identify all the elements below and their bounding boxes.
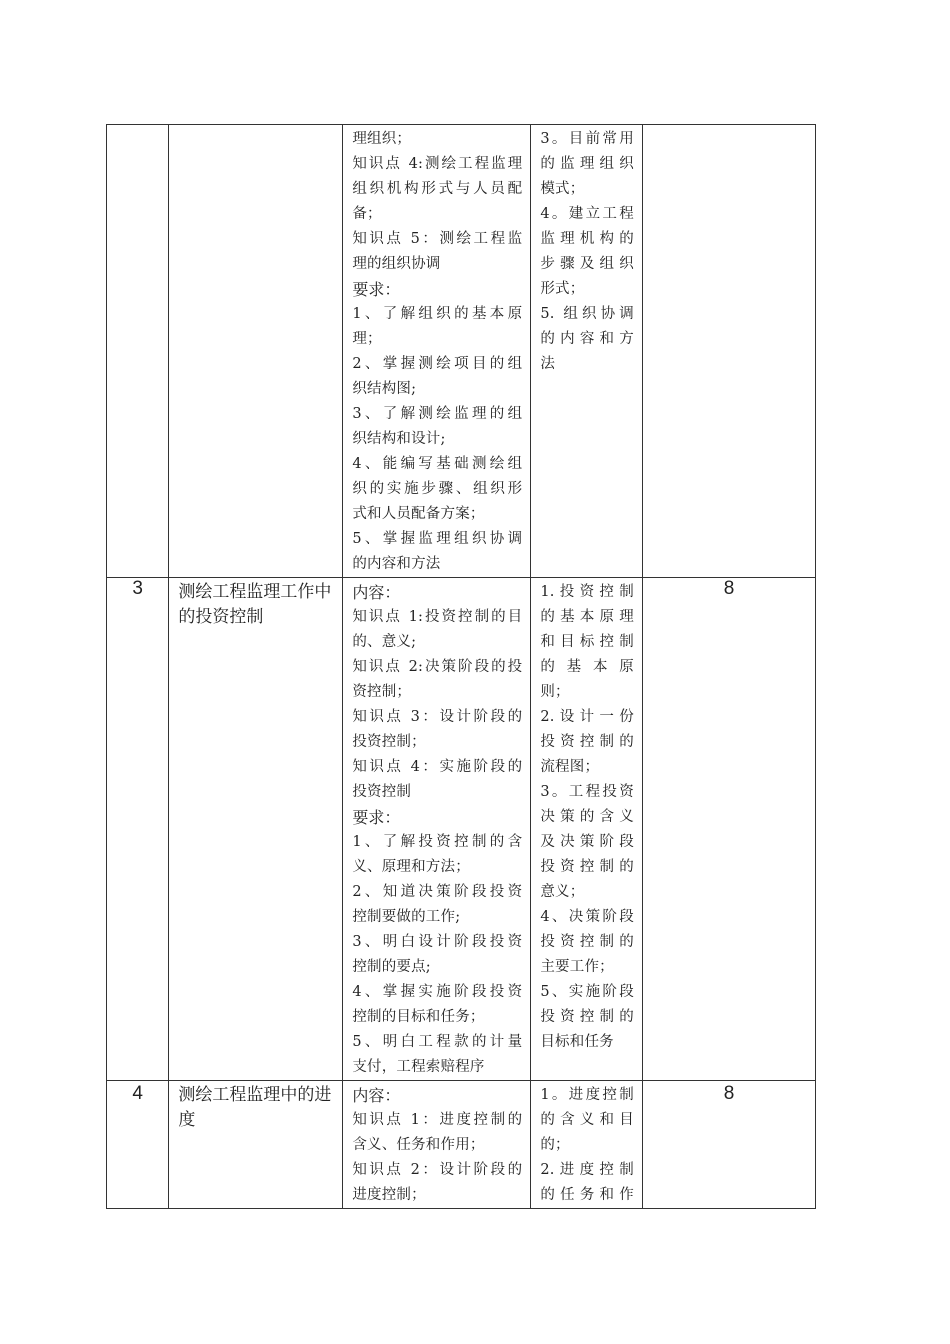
- key-point-line: 主要工作；: [540, 959, 614, 975]
- row-number: 4: [132, 1083, 143, 1104]
- content-line: 资控制；: [352, 684, 412, 700]
- key-point-line: 4、决策阶段: [540, 909, 634, 925]
- table-row: [107, 1081, 816, 1209]
- key-point-line: 的；: [540, 1137, 570, 1153]
- topic-title: 测绘工程监理工作中的投资控制: [178, 582, 332, 627]
- table-row: [107, 578, 816, 1081]
- key-points-cell: [531, 125, 643, 578]
- key-points-lines: [531, 1081, 642, 1208]
- content-line: 的内容和方法: [352, 556, 441, 572]
- key-point-line: 决策的含义: [540, 809, 634, 825]
- key-point-line: 2.进度控制: [540, 1162, 634, 1178]
- content-line: 投资控制；: [352, 734, 426, 750]
- key-point-line: 4。建立工程: [540, 206, 634, 222]
- content-line: 织的实施步骤、组织形: [352, 481, 523, 497]
- content-line: 备；: [352, 206, 382, 222]
- topic-title-cell: [169, 1081, 343, 1209]
- content-line: 理组织；: [352, 131, 412, 147]
- key-point-line: 意义；: [540, 884, 585, 900]
- content-line: 5、掌握监理组织协调: [352, 531, 523, 547]
- content-line: 4、掌握实施阶段投资: [352, 984, 523, 1000]
- content-line: 要求：: [352, 808, 401, 827]
- content-line: 式和人员配备方案；: [352, 506, 485, 522]
- content-line: 控制的要点;: [352, 959, 431, 975]
- content-line: 知识点 5：测绘工程监: [352, 231, 523, 247]
- table-body: [107, 125, 816, 1209]
- key-point-line: 目标和任务: [540, 1034, 614, 1050]
- key-point-line: 流程图；: [540, 759, 600, 775]
- key-point-line: 则；: [540, 684, 570, 700]
- content-cell: [343, 578, 531, 1081]
- content-line: 的、意义;: [352, 634, 417, 650]
- content-line: 3、明白设计阶段投资: [352, 934, 523, 950]
- course-schedule-table: [106, 124, 816, 1209]
- content-line: 知识点 1：进度控制的: [352, 1112, 523, 1128]
- content-line: 知识点 2:决策阶段的投: [352, 659, 523, 675]
- hours-value: 8: [723, 1083, 735, 1104]
- hours-cell: [642, 125, 815, 578]
- content-cell: [343, 1081, 531, 1209]
- key-point-line: 的 基 本 原: [540, 659, 634, 675]
- key-point-line: 3。工程投资: [540, 784, 634, 800]
- key-point-line: 1.投资控制: [540, 584, 634, 600]
- key-point-line: 模式；: [540, 181, 585, 197]
- key-point-line: 2.设计一份: [540, 709, 634, 725]
- key-point-line: 及决策阶段: [540, 834, 634, 850]
- row-number-cell: [107, 125, 169, 578]
- key-point-line: 的任务和作: [540, 1187, 634, 1203]
- content-line: 3、了解测绘监理的组: [352, 406, 523, 422]
- row-number: 3: [132, 578, 143, 599]
- hours-cell: [642, 1081, 815, 1209]
- key-point-line: 5. 组织协调: [540, 306, 634, 322]
- content-line: 知识点 2：设计阶段的: [352, 1162, 523, 1178]
- key-points-cell: [531, 578, 643, 1081]
- content-lines: [343, 1081, 530, 1208]
- topic-title-cell: [169, 125, 343, 578]
- key-points-lines: [531, 125, 642, 377]
- key-point-line: 形式；: [540, 281, 585, 297]
- key-point-line: 投资控制的: [540, 934, 634, 950]
- table-row: [107, 125, 816, 578]
- content-line: 1、了解投资控制的含: [352, 834, 523, 850]
- content-lines: [343, 578, 530, 1080]
- content-line: 1、了解组织的基本原: [352, 306, 523, 322]
- content-line: 2、掌握测绘项目的组: [352, 356, 523, 372]
- content-line: 知识点 4:测绘工程监理: [352, 156, 523, 172]
- key-point-line: 1。进度控制: [540, 1087, 634, 1103]
- content-line: 义、原理和方法；: [352, 859, 470, 875]
- key-point-line: 的监理组织: [540, 156, 634, 172]
- key-point-line: 投资控制的: [540, 1009, 634, 1025]
- content-line: 投资控制: [352, 784, 412, 800]
- content-line: 知识点 1:投资控制的目: [352, 609, 523, 625]
- key-point-line: 法: [540, 356, 556, 372]
- content-line: 控制的目标和任务；: [352, 1009, 485, 1025]
- content-line: 控制要做的工作;: [352, 909, 461, 925]
- topic-title: 测绘工程监理中的进度: [178, 1085, 332, 1130]
- content-line: 知识点 4：实施阶段的: [352, 759, 523, 775]
- content-line: 织结构和设计;: [352, 431, 446, 447]
- key-point-line: 的基本原理: [540, 609, 634, 625]
- key-point-line: 的内容和方: [540, 331, 634, 347]
- content-line: 理的组织协调: [352, 256, 441, 272]
- key-point-line: 3。目前常用: [540, 131, 634, 147]
- content-line: 进度控制；: [352, 1187, 426, 1203]
- key-point-line: 步骤及组织: [540, 256, 634, 272]
- key-point-line: 监理机构的: [540, 231, 634, 247]
- row-number-cell: [107, 578, 169, 1081]
- content-line: 支付，工程索赔程序: [352, 1059, 485, 1075]
- content-line: 2、知道决策阶段投资: [352, 884, 523, 900]
- key-point-line: 和目标控制: [540, 634, 634, 650]
- content-line: 4、能编写基础测绘组: [352, 456, 523, 472]
- row-number: [107, 125, 168, 127]
- hours-value: 8: [723, 578, 735, 599]
- content-line: 5、明白工程款的计量: [352, 1034, 523, 1050]
- content-lines: [343, 125, 530, 577]
- key-point-line: 的含义和目: [540, 1112, 634, 1128]
- topic-title-cell: [169, 578, 343, 1081]
- key-points-lines: [531, 578, 642, 1055]
- row-number-cell: [107, 1081, 169, 1209]
- key-points-cell: [531, 1081, 643, 1209]
- content-line: 内容：: [352, 583, 401, 602]
- content-line: 要求：: [352, 280, 401, 299]
- content-line: 理；: [352, 331, 382, 347]
- hours-cell: [642, 578, 815, 1081]
- content-cell: [343, 125, 531, 578]
- content-line: 内容：: [352, 1086, 401, 1105]
- content-line: 织结构图;: [352, 381, 417, 397]
- content-line: 知识点 3：设计阶段的: [352, 709, 523, 725]
- key-point-line: 投资控制的: [540, 734, 634, 750]
- key-point-line: 5、实施阶段: [540, 984, 634, 1000]
- content-line: 含义、任务和作用；: [352, 1137, 485, 1153]
- topic-title: [169, 125, 342, 127]
- key-point-line: 投资控制的: [540, 859, 634, 875]
- content-line: 组织机构形式与人员配: [352, 181, 523, 197]
